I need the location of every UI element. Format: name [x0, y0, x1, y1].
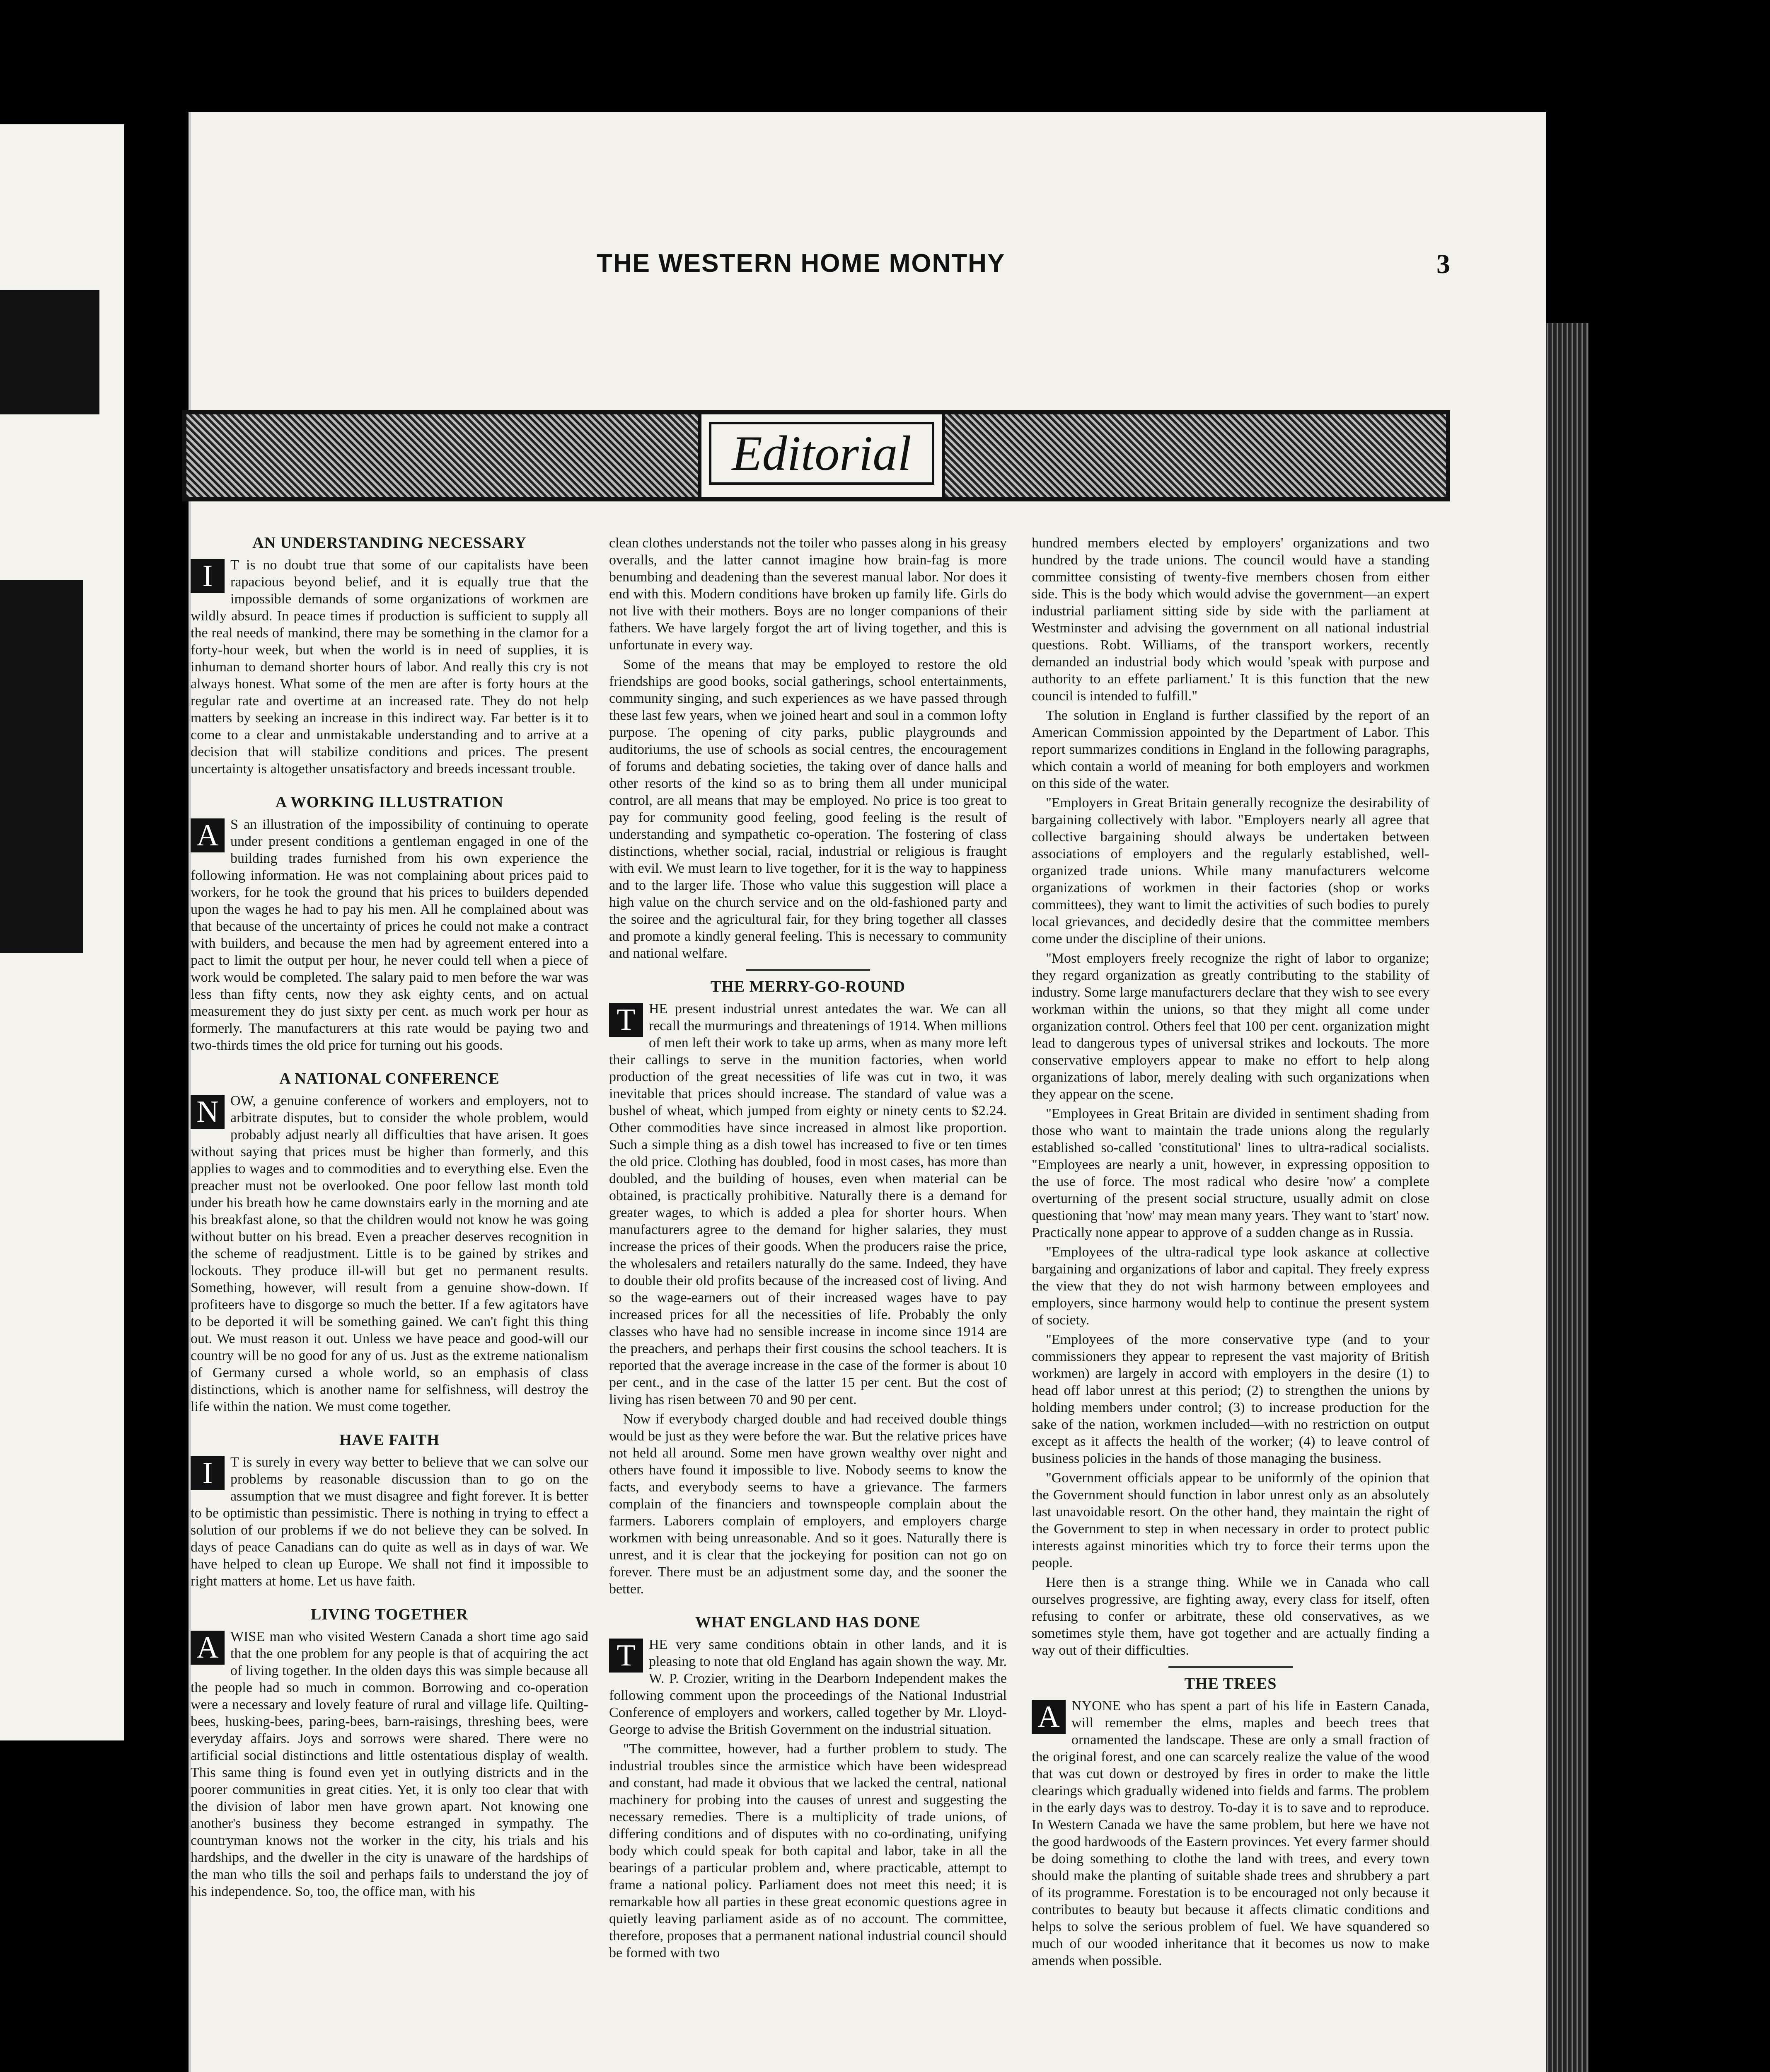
article-body: clean clothes understands not the toiler who passes along in his greasy overalls, and the latter cannot imagine how brain-fag is more benumbing and deadening than the severest manual labor. Nor does it end with this. Modern conditions have broken up family life. Girls do not live with their mothers. Boys are no longer companions of their fathers. We have largely forgot the art of living together, and this is unfortunate in every way.: [609, 535, 1007, 653]
article-body: "Employees in Great Britain are divided in sentiment shading from those who want to maintain the trade unions along the regularly established so-called 'constitutional' lines to ultra-radical socialists. "Employees are nearly a unit, however, in expressing opposition to the use of force. The most radical who desire 'now' a complete overturning of the present social structure, usually admit on close questioning that 'now' may mean many years. They want to 'start' now. Practically none appear to approve of a sudden change as in Russia.: [1032, 1106, 1429, 1240]
drop-cap: N: [191, 1095, 225, 1129]
article-body: Now if everybody charged double and had received double things would be just as they were before the war. But the relative prices have not held all around. Some men have grown wealthy over night and others have found it impossible to live. Nobody seems to know the facts, and everybody seems to have a grievance. The farmers complain of the financiers and townspeople complain about the farmers. Laborers complain of employers, and employers charge workmen with being unreasonable. And so it goes. Naturally there is unrest, and it is clear that the jockeying for position can not go on forever. There must be an adjustment some day, and the sooner the better.: [609, 1411, 1007, 1597]
article-body: S an illustration of the impossibility of continuing to operate under present conditions a gentleman engaged in one of the building trades furnished from his own experience the following information. He was not complaining about prices paid to workers, for he took the ground that his prices to builders depended upon the wages he had to pay his men. All he complained about was that because of the uncertainty of prices he could not make a contract with builders, and because the men had by agreement entered into a pact to limit the output per hour, he never could tell when a piece of work would be completed. The salary paid to men before the war was less than fifty cents, now they ask eighty cents, and on actual measurement they do just sixty per cent. as much work per hour as formerly. The manufacturers at this rate would be paying two and two-thirds times the old price for turning out his goods.: [191, 817, 588, 1053]
column-3: [1032, 535, 1429, 1986]
article-understanding: [191, 535, 588, 777]
article-body: The solution in England is further classified by the report of an American Commission appointed by the Department of Labor. This report summarizes conditions in England in the following paragraphs, which contain a world of meaning for both employers and workmen on this side of the water.: [1032, 708, 1429, 791]
article-together: [191, 1606, 588, 1900]
article-body: "Most employers freely recognize the right of labor to organize; they regard organization as greatly contributing to the stability of industry. Some large manufacturers declare that they wish to see every workman within the unions, so that they might all come under organization control. Others feel that 100 per cent. organization might lead to dangerous types of universal strikes and lockouts. The more conservative employers appear to make no effort to help along organizations of labor, merely dealing with such organizations when they appear on the scene.: [1032, 951, 1429, 1102]
editorial-title-box: [698, 414, 945, 497]
article-body: WISE man who visited Western Canada a short time ago said that the one problem for any people is that of acquiring the act of living together. In the olden days this was simple because all the people had so much in common. Borrowing and co-operation were a necessary and lovely feature of rural and village life. Quilting-bees, husking-bees, paring-bees, barn-raisings, threshing bees, were everyday affairs. Joys and sorrows were shared. There were no artificial social distinctions and little ostentatious display of wealth. This same thing is found even yet in outlying districts and in the poorer communities in great cities. Yet, it is only too clear that with the division of labor men have grown apart. Not knowing one another's business they become estranged in sympathy. The countryman knows not the worker in the city, his trials and his hardships, and the dweller in the city is unaware of the hardships of the man who tills the soil and perhaps fails to understand the joy of his independence. So, too, the office man, with his: [191, 1629, 588, 1899]
facing-page: [0, 124, 124, 1740]
page-header: [373, 249, 1450, 298]
article-body: Some of the means that may be employed to restore the old friendships are good books, social gatherings, school entertainments, community singing, and such experiences as we have passed through these last few years, when we joined heart and soul in a common lofty purpose. The opening of city parks, public playgrounds and auditoriums, the use of schools as social centres, the encouragement of forums and debating societies, the taking over of dance halls and other resorts of the kind so as to bring them all under municipal control, are all means that may be employed. No price is too great to pay for community good feeling, good feeling is the result of understanding and sympathetic co-operation. The fostering of class distinctions, whether social, racial, industrial or religious is fraught with evil. We must learn to live together, for it is the way to happiness and to the larger life. Those who value this suggestion will place a high value on the church service and on the old-fashioned party and the soiree and the agricultural fair, for they bring together all classes and promote a kindly general feeling. This is necessary to community and national welfare.: [609, 657, 1007, 961]
article-body: OW, a genuine conference of workers and employers, not to arbitrate disputes, but to consider the whole problem, would probably adjust nearly all difficulties that have arisen. It goes without saying that prices must be higher than formerly, and this applies to wages and to commodities and to everything else. Even the preacher must not be overlooked. One poor fellow last month told under his breath how he came downstairs early in the morning and ate his breakfast alone, so that the children would not know he was going without butter on his bread. Even a preacher deserves recognition in the scheme of readjustment. Little is to be gained by strikes and lockouts. They produce ill-will but get no permanent results. Something, however, will result from a genuine show-down. If profiteers have to disgorge so much the better. If a few agitators have to be deported it will be something gained. We can't fight this thing out. We must reason it out. Unless we have peace and good-will our country will be no good for any of us. Just as the extreme nationalism of Germany cursed a whole world, so an emphasis of class distinctions, which is another name for selfishness, will destroy the life within the nation. We must come together.: [191, 1093, 588, 1414]
article-body: NYONE who has spent a part of his life in Eastern Canada, will remember the elms, maples and beech trees that ornamented the landscape. These are only a small fraction of the original forest, and one can scarcely realize the value of the wood that was cut down or destroyed by fires in order to make the little clearings which gradually widened into fields and farms. The problem in the early days was to destroy. To-day it is to save and to reproduce. In Western Canada we have the same problem, but here we have not the good hardwoods of the Eastern provinces. Yet every farmer should be doing something to clothe the land with trees, and every town should make the planting of suitable shade trees and shrubbery a part of its programme. Forestation is to be encouraged not only because it contributes to beauty but because it affects climatic conditions and helps to solve the serious problem of fuel. We have squandered so much of our wooded inheritance that it becomes us now to make amends when possible.: [1032, 1698, 1429, 1968]
article-body: T is no doubt true that some of our capitalists have been rapacious beyond belief, and it is equally true that the impossible demands of some organizations of workmen are wildly absurd. In peace times if production is sufficient to supply all the real needs of mankind, there may be something in the clamor for a forty-hour week, but when the world is in need of supplies, it is inhuman to demand shorter hours of labor. And really this cry is not always honest. What some of the men are after is forty hours at the regular rate and overtime at an increased rate. They do not help matters by seeking an increase in this indirect way. Far better is it to come to a clear and unmistakable understanding and to arrive at a decision that will stabilize conditions and prices. The present uncertainty is altogether unsatisfactory and breeds incessant trouble.: [191, 557, 588, 777]
article-body: "Employees of the more conservative type (and to your commissioners they appear to represent the vast majority of British workmen) are largely in accord with employers in the desire (1) to head off labor unrest at this period; (2) to strengthen the unions by holding members under control; (3) to increase production for the sake of the nation, workmen included—with no restriction on output except as it affects the health of the worker; (4) to leave control of business policies in the hands of those managing the business.: [1032, 1332, 1429, 1466]
article-england: [609, 1614, 1007, 1961]
section-rule: [1168, 1666, 1293, 1668]
article-title: WHAT ENGLAND HAS DONE: [695, 1614, 921, 1631]
article-body: T is surely in every way better to believe that we can solve our problems by reasonable discussion than to go on the assumption that we must disagree and fight forever. It is better to be optimistic than pessimistic. There is nothing in trying to effect a solution of our problems if we do not believe they can be solved. In days of peace Canadians can do quite as well as in days of war. We have helped to clean up Europe. We shall not find it impossible to right matters at home. Let us have faith.: [191, 1455, 588, 1589]
article-body: "The committee, however, had a further problem to study. The industrial troubles since the armistice which have been widespread and constant, had made it obvious that we lacked the central, national machinery for probing into the causes of unrest and suggesting the necessary remedies. There is a multiplicity of trade unions, of differing conditions and of disputes with no co-ordinating, unifying body which could speak for both capital and labor, take in all the bearings of a particular problem and, where practicable, attempt to frame a national policy. Parliament does not meet this need; it is remarkable how all parties in these great economic questions agree in quietly leaving parliament aside as of no account. The committee, therefore, proposes that a permanent national industrial council should be formed with two: [609, 1741, 1007, 1961]
editorial-title: Editorial: [709, 422, 934, 485]
article-title: LIVING TOGETHER: [311, 1606, 468, 1623]
drop-cap: A: [191, 818, 225, 852]
drop-cap: A: [191, 1631, 225, 1665]
column-2: [609, 535, 1007, 1978]
section-rule: [746, 969, 870, 971]
drop-cap: I: [191, 559, 225, 593]
article-title: A WORKING ILLUSTRATION: [275, 794, 504, 811]
article-body: hundred members elected by employers' organizations and two hundred by the trade unions. The council would have a standing committee consisting of twenty-five members chosen from either side. This is the body which would advise the government—an expert industrial parliament sitting side by side with the parliament at Westminster and advising the government on all national industrial questions. Robt. Williams, of the transport workers, recently demanded an industrial body which would 'speak with purpose and authority to an effete parliament.' It is this function that the new council is intended to fulfill.": [1032, 535, 1429, 704]
page-stack-edge: [1543, 323, 1589, 2072]
article-title: A NATIONAL CONFERENCE: [279, 1070, 500, 1087]
page-number: 3: [1436, 249, 1450, 279]
article-trees: [1032, 1675, 1429, 1969]
article-faith: [191, 1432, 588, 1590]
article-working: [191, 794, 588, 1054]
running-title: THE WESTERN HOME MONTHY: [597, 249, 1006, 278]
article-body: Here then is a strange thing. While we in Canada who call ourselves progressive, are fighting away, every class for itself, often refusing to confer or arbitrate, these old conservatives, as we sometimes style them, have got together and are actually finding a way out of their difficulties.: [1032, 1575, 1429, 1658]
article-body: "Government officials appear to be uniformly of the opinion that the Government should function in labor unrest only as an absolutely last unavoidable resort. On the other hand, they maintain the right of the Government to step in when necessary in order to protect public interests against minorities which try to force their terms upon the people.: [1032, 1470, 1429, 1571]
article-title: AN UNDERSTANDING NECESSARY: [252, 534, 527, 552]
article-national: [191, 1070, 588, 1415]
editorial-banner: [182, 410, 1450, 501]
drop-cap: T: [609, 1639, 643, 1673]
article-merry-go-round: [609, 978, 1007, 1598]
article-body: HE very same conditions obtain in other lands, and it is pleasing to note that old England has again shown the way. Mr. W. P. Crozier, writing in the Dearborn Independent makes the following comment upon the proceedings of the National Industrial Conference of employers and workers, called together by Mr. Lloyd-George to advise the British Government on the industrial situation.: [609, 1637, 1007, 1737]
facing-page-illustration: [0, 580, 83, 953]
article-body: "Employees of the ultra-radical type look askance at collective bargaining and organizations of labor and capital. They freely express the view that they do not wish harmony between employees and employers, since harmony would help to continue the present system of society.: [1032, 1244, 1429, 1328]
drop-cap: A: [1032, 1700, 1066, 1734]
article-title: THE MERRY-GO-ROUND: [710, 978, 906, 995]
drop-cap: I: [191, 1456, 225, 1490]
article-title: THE TREES: [1184, 1675, 1277, 1692]
column-1: [191, 535, 588, 1917]
facing-page-illustration: [0, 290, 99, 414]
article-body: "Employers in Great Britain generally recognize the desirability of bargaining collectively with labor. "Employers nearly all agree that collective bargaining should always be undertaken between associations of employers and the regularly established, well-organized trade unions. While many manufacturers welcome organizations of workmen in their factories (shop or works committees), they want to limit the activities of such bodies to purely local grievances, and decidedly desire that the committee members come under the discipline of their unions.: [1032, 795, 1429, 946]
drop-cap: T: [609, 1003, 643, 1037]
article-body: HE present industrial unrest antedates the war. We can all recall the murmurings and threatenings of 1914. When millions of men left their work to take up arms, when as many more left their callings to serve in the munition factories, when world production of the great necessities of life was cut in two, it was inevitable that prices should increase. The standard of value was a bushel of wheat, which jumped from eighty or ninety cents to $2.24. Other commodities have since increased in almost like proportion. Such a simple thing as a dish towel has increased to five or ten times the old price. Clothing has doubled, food in most cases, has more than doubled, and the building of houses, even when material can be obtained, is practically prohibitive. Naturally there is a demand for greater wages, to which is added a plea for shorter hours. When manufacturers agree to the demand for higher salaries, they must increase the prices of their goods. When the producers raise the price, the wholesalers and retailers naturally do the same. Indeed, they have to double their old profits because of the increased cost of living. And so the wage-earners out of their increased wages have to pay increased prices for all the necessities of life. Probably the only classes who have had no sensible increase in income since 1914 are the preachers, and perhaps their first cousins the school teachers. It is reported that the average increase in the case of the former is about 10 per cent., and in the case of the latter 15 per cent. But the cost of living has risen between 70 and 90 per cent.: [609, 1001, 1007, 1407]
article-title: HAVE FAITH: [339, 1431, 440, 1449]
